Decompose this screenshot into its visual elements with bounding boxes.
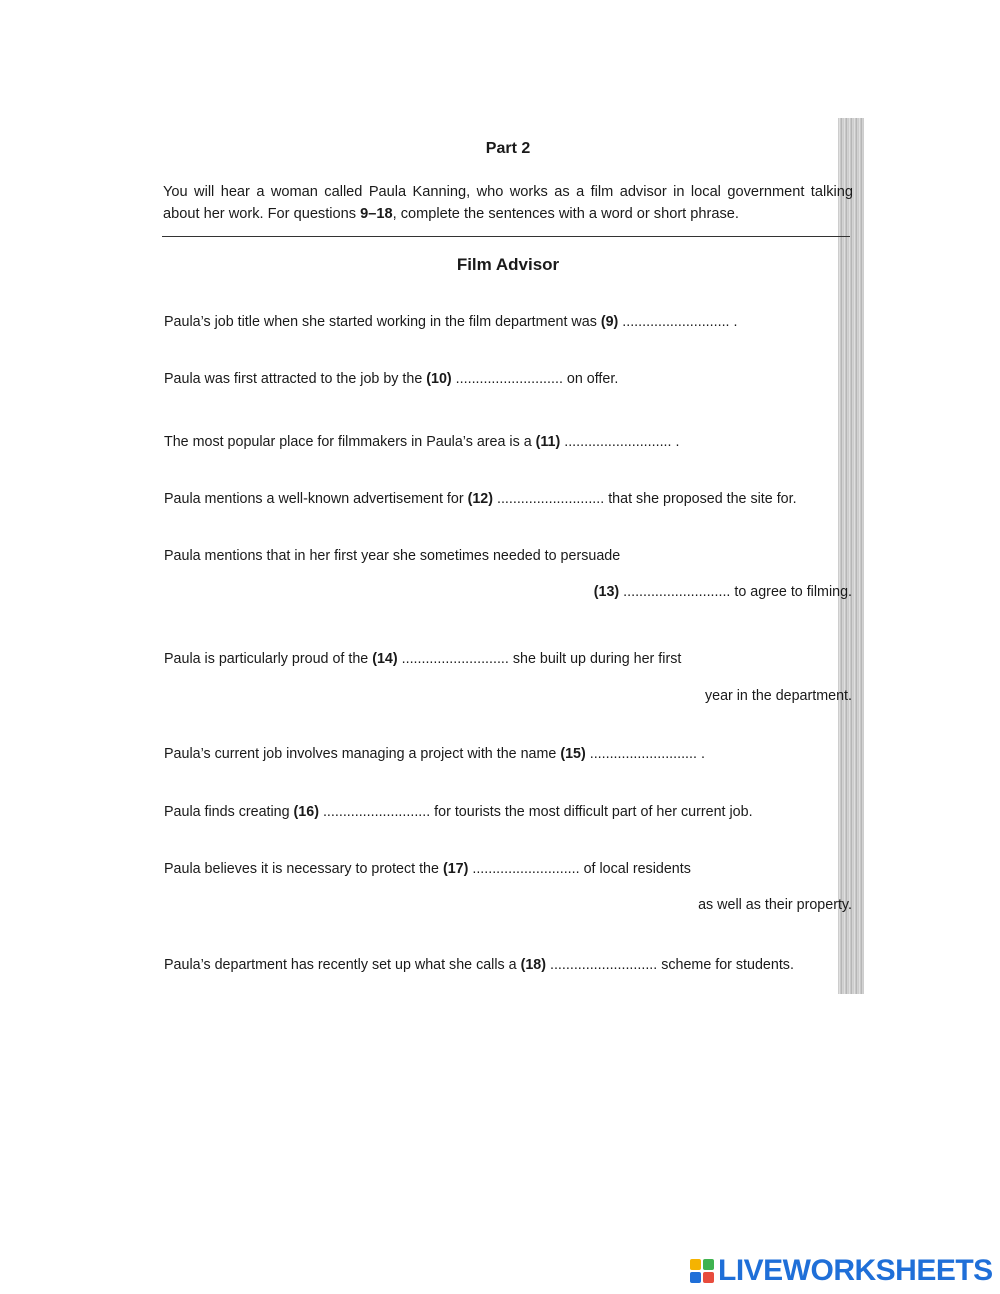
logo-square xyxy=(703,1259,714,1270)
question-16 xyxy=(164,804,753,820)
question-range: 9–18 xyxy=(360,206,393,222)
question-15 xyxy=(164,746,705,762)
answer-blank[interactable]: ........................... of local residents xyxy=(468,861,691,877)
logo-square xyxy=(690,1272,701,1283)
answer-blank[interactable]: ........................... . xyxy=(560,434,680,450)
question-number: (9) xyxy=(600,314,619,330)
answer-blank[interactable]: ........................... . xyxy=(618,314,738,330)
question-text: Paula mentions a well-known advertisement for xyxy=(164,491,468,507)
liveworksheets-logo[interactable] xyxy=(690,1255,993,1287)
logo-square xyxy=(690,1259,701,1270)
question-text: Paula is particularly proud of the xyxy=(164,651,373,667)
answer-blank[interactable]: ........................... to agree to filming. xyxy=(619,584,852,600)
logo-square xyxy=(703,1272,714,1283)
question-number: (13) xyxy=(593,584,620,600)
question-text: Paula finds creating xyxy=(164,804,294,820)
question-18 xyxy=(164,957,794,973)
question-number: (12) xyxy=(467,491,493,507)
section-title: Film Advisor xyxy=(456,255,560,274)
question-10 xyxy=(164,371,618,387)
question-13-text: Paula mentions that in her first year she sometimes needed to persuade xyxy=(164,548,621,564)
question-17-continued: as well as their property. xyxy=(698,897,852,913)
answer-blank[interactable]: ........................... she built up during her first xyxy=(397,651,682,667)
question-17 xyxy=(164,861,691,877)
instructions xyxy=(163,181,853,225)
answer-blank[interactable]: ........................... that she proposed the site for. xyxy=(493,491,797,507)
answer-blank[interactable]: ........................... scheme for students. xyxy=(546,957,794,973)
question-12 xyxy=(164,491,797,507)
question-number: (11) xyxy=(535,434,561,450)
brand-name: LIVEWORKSHEETS xyxy=(718,1254,993,1287)
question-number: (18) xyxy=(520,957,547,973)
instructions-text: You will hear a woman called Paula Kanning, who works as a film advisor in local government talking about her work. For questions xyxy=(163,184,853,222)
answer-blank[interactable]: ........................... . xyxy=(585,746,705,762)
question-number: (14) xyxy=(372,651,398,667)
question-11 xyxy=(164,434,679,450)
question-14-continued: year in the department. xyxy=(704,688,852,704)
question-text: Paula’s job title when she started working in the film department was xyxy=(164,314,601,330)
question-14 xyxy=(164,651,681,667)
question-number: (15) xyxy=(560,746,586,762)
question-number: (17) xyxy=(442,861,469,877)
question-9 xyxy=(164,314,737,330)
scanned-page-edge xyxy=(838,118,864,994)
question-13 xyxy=(594,584,852,600)
question-number: (10) xyxy=(426,371,452,387)
question-text: Paula’s current job involves managing a project with the name xyxy=(164,746,561,762)
part-title: Part 2 xyxy=(485,140,531,157)
question-number: (16) xyxy=(293,804,319,820)
divider xyxy=(162,236,850,237)
question-text: Paula’s department has recently set up what she calls a xyxy=(164,957,521,973)
answer-blank[interactable]: ........................... for tourists the most difficult part of her current job. xyxy=(318,804,753,820)
question-text: Paula was first attracted to the job by the xyxy=(164,371,427,387)
answer-blank[interactable]: ........................... on offer. xyxy=(451,371,619,387)
question-text: Paula believes it is necessary to protect the xyxy=(164,861,443,877)
question-text: The most popular place for filmmakers in Paula’s area is a xyxy=(164,434,536,450)
logo-grid-icon xyxy=(690,1259,714,1283)
instructions-text-end: , complete the sentences with a word or short phrase. xyxy=(392,206,739,222)
